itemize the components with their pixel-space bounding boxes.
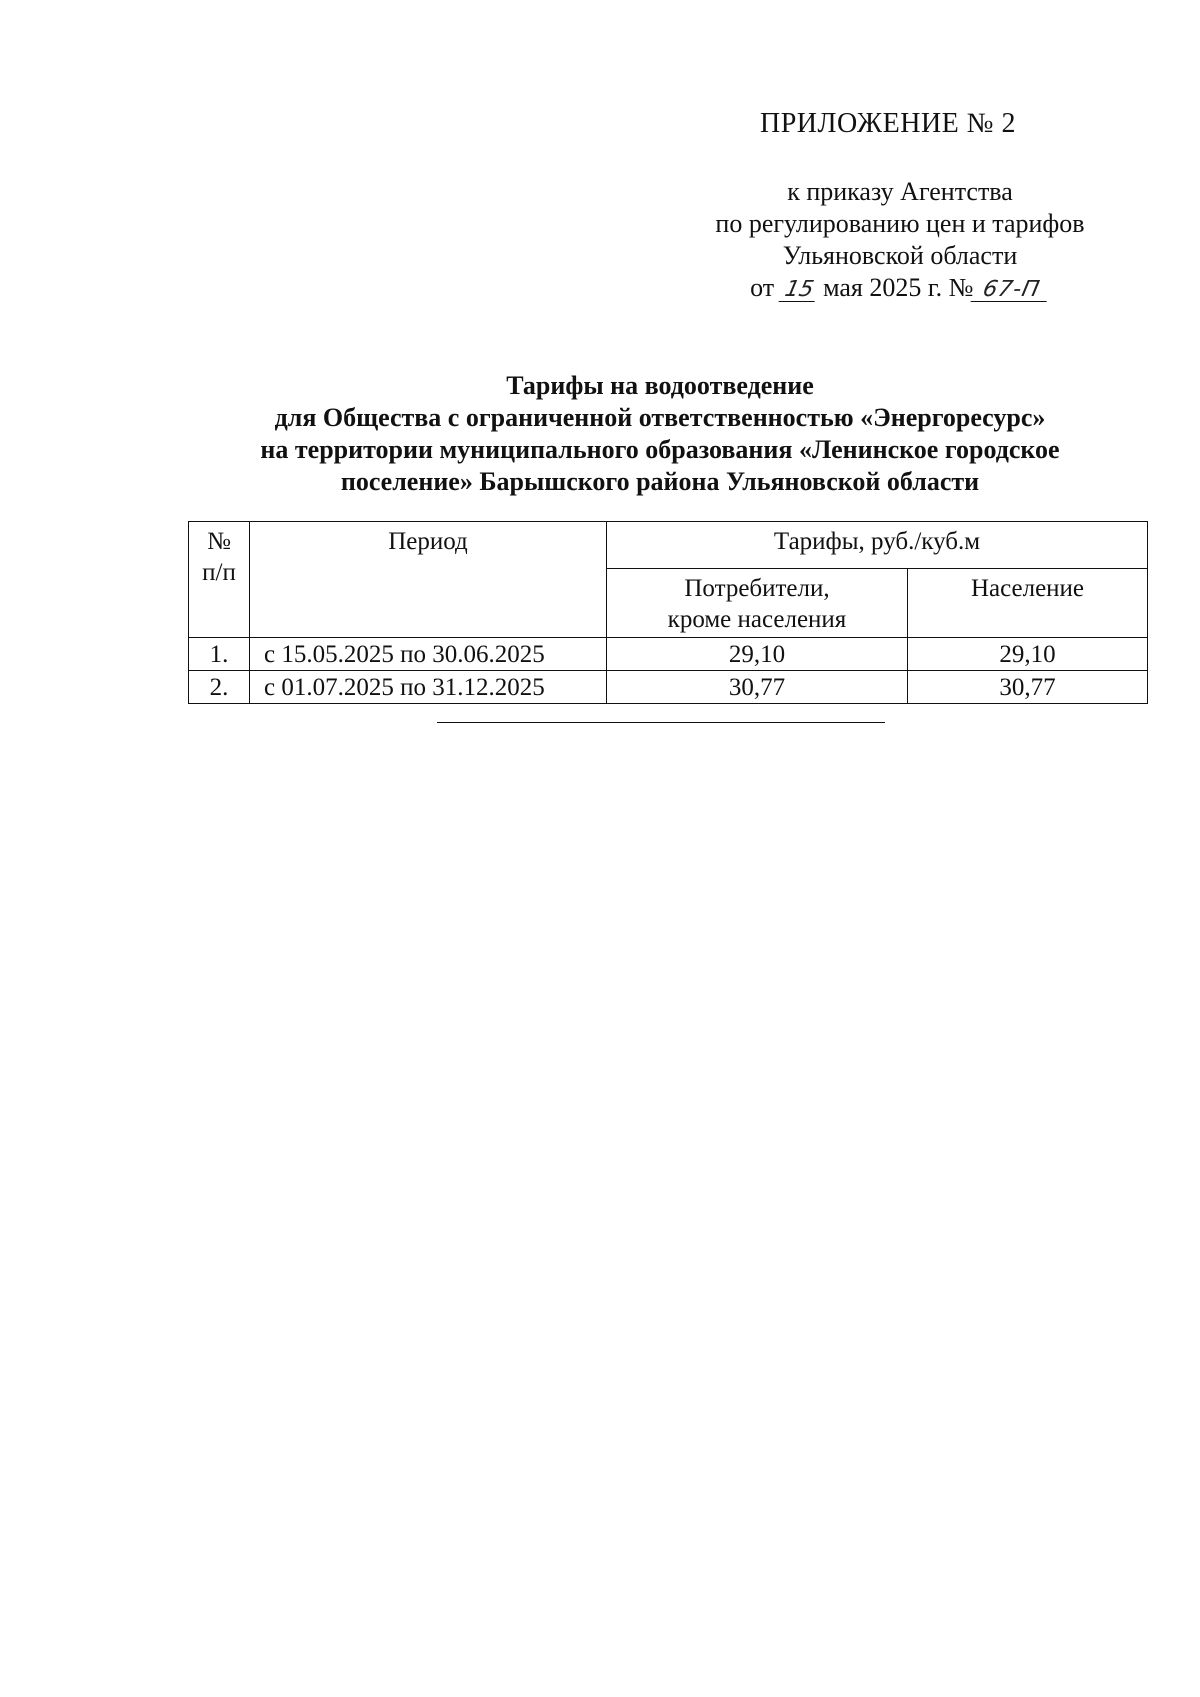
table-row	[189, 671, 1148, 704]
order-reference	[690, 176, 1110, 304]
row-period: с 15.05.2025 по 30.06.2025	[250, 638, 607, 671]
order-reference-line-2: по регулированию цен и тарифов	[715, 209, 1085, 238]
header-number-abbr: п/п	[202, 559, 236, 586]
header-consumers-line-2: кроме населения	[667, 606, 847, 633]
row-number: 2.	[189, 671, 250, 704]
order-date-prefix: от	[750, 273, 775, 302]
header-population: Население	[908, 569, 1148, 638]
document-title-line-2: для Общества с ограниченной ответственностью «Энергоресурс»	[274, 403, 1046, 432]
row-population-tariff: 29,10	[908, 638, 1148, 671]
order-number-handwritten: 67-П	[971, 279, 1052, 302]
header-number	[189, 522, 250, 638]
document-title-line-3: на территории муниципального образования «Ленинское городское	[260, 435, 1060, 464]
row-number: 1.	[189, 638, 250, 671]
row-population-tariff: 30,77	[908, 671, 1148, 704]
tariffs-table	[188, 521, 1148, 704]
row-period: с 01.07.2025 по 31.12.2025	[250, 671, 607, 704]
order-reference-line-1: к приказу Агентства	[787, 177, 1013, 206]
table-header-row	[189, 522, 1148, 569]
table-row	[189, 638, 1148, 671]
header-number-symbol: №	[207, 528, 231, 555]
header-tariffs: Тарифы, руб./куб.м	[607, 522, 1148, 569]
closing-divider	[437, 722, 885, 723]
header-consumers	[607, 569, 908, 638]
header-period: Период	[250, 522, 607, 638]
document-title-line-4: поселение» Барышского района Ульяновской области	[340, 467, 980, 496]
order-reference-line-3: Ульяновской области	[782, 241, 1018, 270]
row-consumers-tariff: 30,77	[607, 671, 908, 704]
row-consumers-tariff: 29,10	[607, 638, 908, 671]
document-title	[160, 370, 1160, 498]
order-date-line	[690, 272, 1110, 304]
header-consumers-line-1: Потребители,	[684, 575, 830, 602]
order-month-year: мая 2025 г. №	[823, 273, 974, 302]
document-title-line-1: Тарифы на водоотведение	[506, 371, 814, 400]
order-day-handwritten: 15	[778, 279, 819, 302]
appendix-title: ПРИЛОЖЕНИЕ № 2	[760, 108, 1016, 139]
